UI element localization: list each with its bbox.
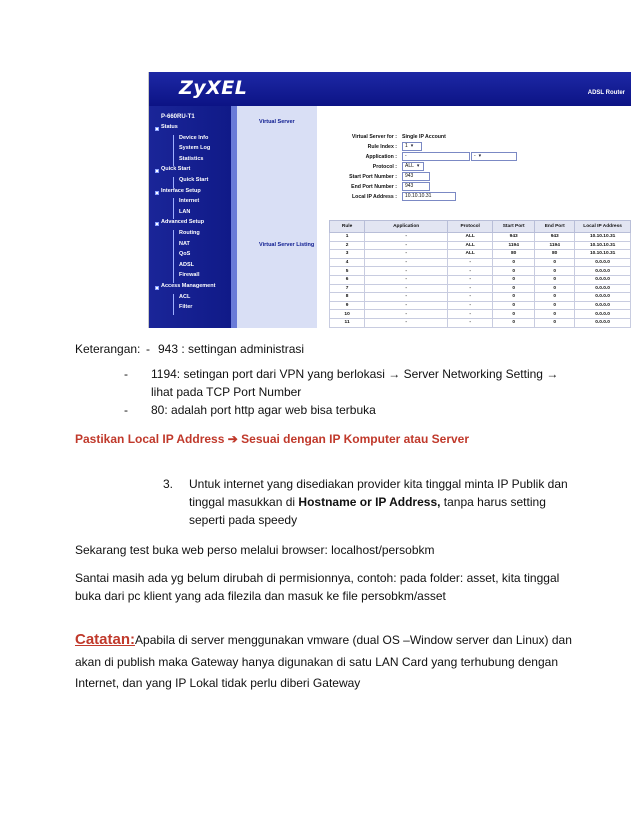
bullet-dash: -	[146, 342, 150, 356]
keterangan-label: Keterangan:	[75, 342, 141, 356]
column-header: Rule	[330, 221, 365, 233]
table-cell: 0.0.0.0	[575, 275, 631, 284]
arrow-icon: ➔	[227, 432, 238, 446]
table-cell: 0	[493, 293, 535, 302]
model-name: P-660RU-T1	[161, 114, 195, 120]
virtual-server-form	[325, 110, 625, 202]
table-row	[330, 233, 631, 242]
nav-item-filter[interactable]: Filter	[149, 304, 231, 315]
table-cell: 0	[535, 267, 575, 276]
table-cell: -	[448, 293, 493, 302]
nav-item-statistics[interactable]: Statistics	[149, 156, 231, 167]
table-cell: 3	[330, 250, 365, 259]
table-cell: 0	[493, 275, 535, 284]
table-cell: -	[365, 250, 448, 259]
nav-item-lan[interactable]: LAN	[149, 209, 231, 220]
router-screenshot	[148, 72, 631, 328]
nav-item-system-log[interactable]: System Log	[149, 145, 231, 156]
router-header	[149, 72, 631, 106]
vs-for-value: Single IP Account	[402, 134, 446, 140]
nav-item-qos[interactable]: QoS	[149, 251, 231, 262]
nav-section-advanced-setup[interactable]: Advanced Setup	[149, 219, 231, 230]
step-line-2-c: tanpa harus setting	[443, 495, 546, 509]
table-cell: 0	[493, 258, 535, 267]
table-cell: ALL	[448, 233, 493, 242]
column-header: Protocol	[448, 221, 493, 233]
step-line-2-a: tinggal masukkan di	[189, 495, 296, 509]
table-cell: -	[365, 275, 448, 284]
start-port-label: Start Port Number :	[349, 174, 397, 180]
table-cell: -	[365, 258, 448, 267]
catatan-text-1: Apabila di server menggunakan vmware (dual OS –Window server dan Linux) dan	[135, 633, 572, 647]
table-cell: -	[448, 267, 493, 276]
table-cell: 943	[493, 233, 535, 242]
virtual-server-table	[329, 220, 631, 328]
table-row	[330, 293, 631, 302]
table-cell: 80	[535, 250, 575, 259]
nav-item-nat[interactable]: NAT	[149, 241, 231, 252]
table-cell: 0	[535, 293, 575, 302]
table-cell: 0	[535, 258, 575, 267]
santai-line-1: Santai masih ada yg belum dirubah di permisionnya, contoh: pada folder: asset, kita tinggal	[75, 571, 560, 585]
table-cell: 0	[493, 284, 535, 293]
step-line-2	[189, 494, 546, 510]
nav-item-firewall[interactable]: Firewall	[149, 272, 231, 283]
column-header: Application	[365, 221, 448, 233]
table-row	[330, 258, 631, 267]
table-cell: ALL	[448, 250, 493, 259]
protocol-label: Protocol :	[372, 164, 397, 170]
catatan-line-2: akan di publish maka Gateway hanya digunakan di satu LAN Card yang terhubung dengan	[75, 655, 558, 669]
table-row	[330, 284, 631, 293]
section-virtual-server: Virtual Server	[259, 119, 295, 125]
nav-item-quick-start[interactable]: Quick Start	[149, 177, 231, 188]
nav-section-access-management[interactable]: Access Management	[149, 283, 231, 294]
application-select[interactable]: - ▾	[471, 152, 517, 161]
test-paragraph: Sekarang test buka web perso melalui browser: localhost/persobkm	[75, 543, 435, 557]
table-cell: 0.0.0.0	[575, 258, 631, 267]
table-row	[330, 267, 631, 276]
nav-item-device-info[interactable]: Device Info	[149, 135, 231, 146]
router-nav	[149, 124, 231, 315]
table-cell: 0.0.0.0	[575, 318, 631, 327]
router-sidebar	[149, 106, 231, 328]
table-cell: 0.0.0.0	[575, 310, 631, 319]
table-cell: 0.0.0.0	[575, 284, 631, 293]
catatan-line-3: Internet, dan yang IP Lokal tidak perlu diberi Gateway	[75, 676, 361, 690]
protocol-select[interactable]: ALL ▾	[402, 162, 424, 171]
table-cell: 6	[330, 275, 365, 284]
start-port-input[interactable]: 943	[402, 172, 430, 181]
table-cell: -	[365, 293, 448, 302]
table-cell: 0.0.0.0	[575, 293, 631, 302]
table-cell: -	[365, 301, 448, 310]
table-row	[330, 275, 631, 284]
catatan-line-1	[75, 632, 572, 648]
local-ip-input[interactable]: 10.10.10.31	[402, 192, 456, 201]
table-cell: 0	[535, 301, 575, 310]
column-header: Start Port	[493, 221, 535, 233]
table-cell: ALL	[448, 241, 493, 250]
nav-item-adsl[interactable]: ADSL	[149, 262, 231, 273]
nav-section-quick-start[interactable]: Quick Start	[149, 166, 231, 177]
end-port-label: End Port Number :	[351, 184, 397, 190]
table-cell: 0	[535, 318, 575, 327]
table-cell: 10.10.10.31	[575, 241, 631, 250]
table-cell: 10	[330, 310, 365, 319]
pastikan-note	[75, 431, 469, 447]
table-cell: 4	[330, 258, 365, 267]
catatan-label: Catatan:	[75, 631, 136, 648]
product-name: ADSL Router	[587, 90, 625, 96]
table-row	[330, 310, 631, 319]
bullet-dash: -	[124, 403, 128, 417]
table-cell: 1194	[535, 241, 575, 250]
table-cell: 0	[493, 310, 535, 319]
table-cell: -	[365, 310, 448, 319]
table-cell: -	[448, 275, 493, 284]
application-input[interactable]: -	[402, 152, 470, 161]
table-cell: -	[365, 267, 448, 276]
table-cell: 80	[493, 250, 535, 259]
keterangan-item-3: 80: adalah port http agar web bisa terbuka	[151, 403, 376, 417]
table-row	[330, 241, 631, 250]
table-cell: 0	[493, 301, 535, 310]
table-cell: -	[448, 301, 493, 310]
table-cell: 0.0.0.0	[575, 301, 631, 310]
step-line-3: seperti pada speedy	[189, 513, 298, 527]
table-cell: 0	[535, 275, 575, 284]
table-cell: 10.10.10.31	[575, 233, 631, 242]
section-listing: Virtual Server Listing	[259, 242, 315, 248]
table-cell: -	[448, 318, 493, 327]
column-header: End Port	[535, 221, 575, 233]
step-line-1: Untuk internet yang disediakan provider kita tinggal minta IP Publik dan	[189, 477, 568, 491]
table-cell: 0.0.0.0	[575, 267, 631, 276]
pastikan-text-a: Pastikan Local IP Address	[75, 432, 225, 446]
table-row	[330, 250, 631, 259]
santai-line-2: buka dari pc klient yang ada filezila dan masuk ke file persobkm/asset	[75, 589, 446, 603]
table-cell: 9	[330, 301, 365, 310]
table-cell: -	[448, 258, 493, 267]
keterangan-item-2-line-2: lihat pada TCP Port Number	[151, 385, 302, 399]
rule-index-select[interactable]: 1 ▾	[402, 142, 422, 151]
table-cell: 7	[330, 284, 365, 293]
local-ip-label: Local IP Address :	[352, 194, 397, 200]
rule-index-label: Rule Index :	[367, 144, 397, 150]
step-number: 3.	[163, 477, 174, 491]
table-cell: -	[448, 310, 493, 319]
table-cell: 1	[330, 233, 365, 242]
table-cell: 0	[493, 267, 535, 276]
column-header: Local IP Address	[575, 221, 631, 233]
table-cell: 0	[493, 318, 535, 327]
zyxel-logo: ZyXEL	[179, 77, 248, 99]
table-row	[330, 318, 631, 327]
table-cell: 5	[330, 267, 365, 276]
table-cell: 2	[330, 241, 365, 250]
nav-item-internet[interactable]: Internet	[149, 198, 231, 209]
vs-for-label: Virtual Server for :	[351, 134, 397, 140]
nav-section-interface-setup[interactable]: Interface Setup	[149, 188, 231, 199]
table-cell: -	[448, 284, 493, 293]
nav-section-status[interactable]: Status	[149, 124, 231, 135]
nav-item-routing[interactable]: Routing	[149, 230, 231, 241]
keterangan-item-1: 943 : settingan administrasi	[158, 342, 305, 356]
table-cell: -	[365, 233, 448, 242]
table-cell: 0	[535, 310, 575, 319]
bullet-dash: -	[124, 367, 128, 381]
table-cell: -	[365, 284, 448, 293]
table-cell: -	[365, 241, 448, 250]
table-cell: 8	[330, 293, 365, 302]
table-cell: 1194	[493, 241, 535, 250]
hostname-emphasis: Hostname or IP Address,	[298, 495, 441, 509]
pastikan-text-b: Sesuai dengan IP Komputer atau Server	[241, 432, 470, 446]
table-row	[330, 301, 631, 310]
keterangan-item-2-line-1: 1194: setingan port dari VPN yang berlokasi → Server Networking Setting →	[151, 367, 559, 381]
table-cell: 11	[330, 318, 365, 327]
table-cell: -	[365, 318, 448, 327]
application-label: Application :	[365, 154, 397, 160]
table-cell: 10.10.10.31	[575, 250, 631, 259]
end-port-input[interactable]: 943	[402, 182, 430, 191]
table-cell: 0	[535, 284, 575, 293]
table-cell: 943	[535, 233, 575, 242]
nav-item-acl[interactable]: ACL	[149, 294, 231, 305]
